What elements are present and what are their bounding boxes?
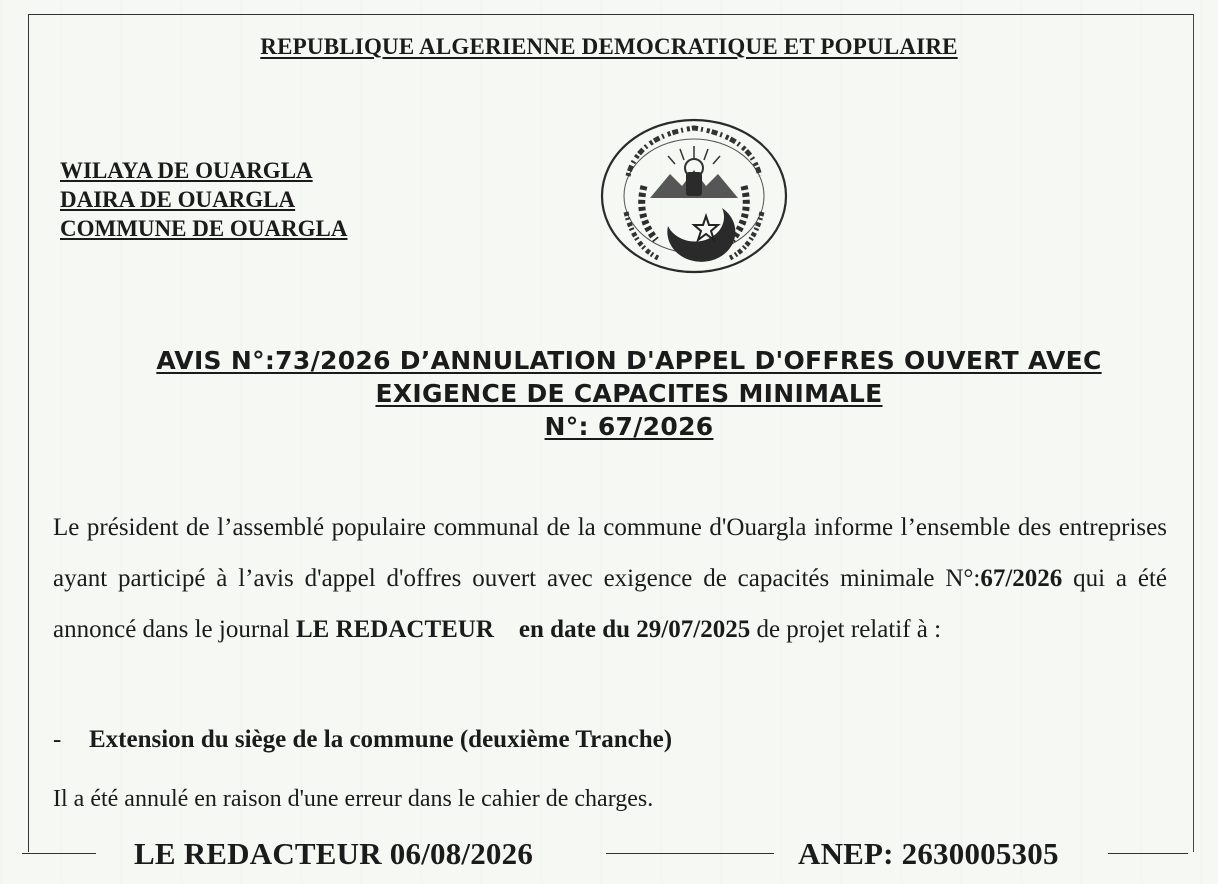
body-part-1: Le président de l’assemblé populaire communal de la commune d'Ouargla informe l’ensemble des entreprises ayant participé à l’avis d'appel d'offres ouvert avec exigence de capacités minimale N°: [53,514,1167,592]
body-part-4: de projet relatif à : [750,616,942,643]
notice-title [60,344,1198,443]
title-line-2: EXIGENCE DE CAPACITES MINIMALE [375,379,883,408]
administration-block [60,156,348,243]
notice-body [53,502,1167,655]
footer-publication: LE REDACTEUR 06/08/2026 [134,836,534,871]
body-part-3 [494,616,519,643]
algerian-emblem-seal-icon [598,116,790,276]
daira-line: DAIRA DE OUARGLA [60,187,296,212]
footer [0,832,1218,876]
footer-anep: ANEP: 2630005305 [798,836,1059,871]
tender-number: 67/2026 [980,565,1063,592]
title-line-3: N°: 67/2026 [544,412,714,441]
footer-rule-right [1108,853,1188,854]
footer-rule-middle [606,853,774,854]
footer-rule-left [22,853,96,854]
project-label: Extension du siège de la commune (deuxième Tranche) [89,726,673,753]
body-part-2: qui a été annoncé dans le journal [53,565,1167,643]
list-dash: - [53,726,62,753]
publication-date: en date du 29/07/2025 [518,616,751,643]
republic-heading: REPUBLIQUE ALGERIENNE DEMOCRATIQUE ET POPULAIRE [260,34,958,59]
journal-name: LE REDACTEUR [295,616,494,643]
wilaya-line: WILAYA DE OUARGLA [60,158,313,183]
commune-line: COMMUNE DE OUARGLA [60,216,348,241]
cancellation-statement: Il a été annulé en raison d'une erreur dans le cahier de charges. [53,786,654,812]
title-line-1: AVIS N°:73/2026 D’ANNULATION D'APPEL D'OFFRES OUVERT AVEC [156,346,1102,375]
project-item [53,726,672,754]
